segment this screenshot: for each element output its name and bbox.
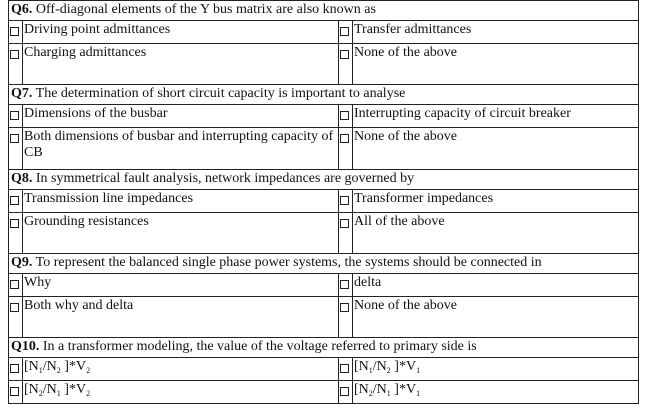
option-checkbox-cell[interactable] [9, 128, 23, 170]
option-row [9, 21, 639, 44]
option-cell [353, 297, 639, 338]
option-cell [353, 128, 639, 170]
question-cell [9, 254, 639, 274]
option-checkbox-cell[interactable] [9, 21, 23, 44]
option-row [9, 105, 639, 128]
option-checkbox-cell[interactable] [339, 105, 353, 128]
question-number: Q7. [11, 86, 33, 101]
question-table [8, 0, 639, 404]
option-row [9, 274, 639, 297]
checkbox-icon[interactable] [10, 134, 19, 143]
option-checkbox-cell[interactable] [9, 105, 23, 128]
checkbox-icon[interactable] [10, 196, 19, 205]
option-cell [23, 128, 339, 170]
option-cell [353, 213, 639, 254]
question-text: The determination of short circuit capacity is important to analyse [35, 86, 406, 101]
checkbox-icon[interactable] [10, 303, 19, 312]
option-row [9, 381, 639, 404]
option-cell [353, 21, 639, 44]
option-cell [353, 105, 639, 128]
option-label: Interrupting capacity of circuit breaker [354, 106, 571, 121]
option-row [9, 44, 639, 85]
checkbox-icon[interactable] [340, 134, 349, 143]
checkbox-icon[interactable] [10, 364, 19, 373]
checkbox-icon[interactable] [340, 280, 349, 289]
option-label: Why [24, 275, 52, 290]
checkbox-icon[interactable] [10, 27, 19, 36]
checkbox-icon[interactable] [340, 27, 349, 36]
checkbox-icon[interactable] [10, 111, 19, 120]
option-row [9, 128, 639, 170]
question-number: Q10. [11, 339, 40, 354]
option-label: Grounding resistances [24, 214, 149, 229]
option-cell [23, 190, 339, 213]
option-checkbox-cell[interactable] [339, 44, 353, 85]
option-cell [353, 44, 639, 85]
option-label: Transfer admittances [354, 22, 472, 37]
option-label: None of the above [354, 45, 458, 60]
question-number: Q8. [11, 171, 33, 186]
option-cell [23, 213, 339, 254]
option-checkbox-cell[interactable] [9, 274, 23, 297]
option-checkbox-cell[interactable] [9, 381, 23, 404]
question-cell [9, 338, 639, 358]
checkbox-icon[interactable] [10, 280, 19, 289]
option-cell [23, 381, 339, 404]
option-cell [353, 381, 639, 404]
option-checkbox-cell[interactable] [9, 358, 23, 381]
question-row [9, 85, 639, 105]
checkbox-icon[interactable] [340, 50, 349, 59]
question-cell [9, 1, 639, 21]
option-cell [353, 190, 639, 213]
option-label: Both dimensions of busbar and interrupting capacity of CB [24, 129, 334, 160]
option-cell [23, 358, 339, 381]
option-label: Both why and delta [24, 298, 134, 313]
option-label: Charging admittances [24, 45, 147, 60]
checkbox-icon[interactable] [340, 387, 349, 396]
option-label: delta [354, 275, 382, 290]
option-checkbox-cell[interactable] [9, 44, 23, 85]
question-row [9, 254, 639, 274]
option-formula: [$N_1/N_2$ ]$*V_1$ [354, 359, 421, 375]
option-label: Transformer impedances [354, 191, 494, 206]
checkbox-icon[interactable] [340, 219, 349, 228]
question-text: In symmetrical fault analysis, network impedances are governed by [35, 171, 415, 186]
checkbox-icon[interactable] [340, 303, 349, 312]
question-row [9, 1, 639, 21]
option-checkbox-cell[interactable] [339, 213, 353, 254]
option-row [9, 190, 639, 213]
question-number: Q9. [11, 255, 33, 270]
option-checkbox-cell[interactable] [339, 128, 353, 170]
option-checkbox-cell[interactable] [339, 274, 353, 297]
option-cell [23, 21, 339, 44]
option-cell [23, 44, 339, 85]
option-cell [353, 274, 639, 297]
option-checkbox-cell[interactable] [9, 213, 23, 254]
option-formula: [$N_2/N_1$ ]$*V_1$ [354, 382, 421, 398]
option-cell [23, 274, 339, 297]
option-row [9, 213, 639, 254]
option-label: Transmission line impedances [24, 191, 194, 206]
option-formula: [$N_1/N_2$ ]$*V_2$ [24, 359, 91, 375]
option-checkbox-cell[interactable] [9, 297, 23, 338]
checkbox-icon[interactable] [10, 387, 19, 396]
checkbox-icon[interactable] [340, 196, 349, 205]
checkbox-icon[interactable] [10, 50, 19, 59]
option-checkbox-cell[interactable] [339, 297, 353, 338]
checkbox-icon[interactable] [340, 364, 349, 373]
question-row [9, 170, 639, 190]
question-text: Off-diagonal elements of the Y bus matrix are also known as [35, 2, 376, 17]
option-label: Driving point admittances [24, 22, 171, 37]
option-formula: [$N_2/N_1$ ]$*V_2$ [24, 382, 91, 398]
option-checkbox-cell[interactable] [339, 21, 353, 44]
option-cell [353, 358, 639, 381]
option-cell [23, 105, 339, 128]
question-number: Q6. [11, 2, 33, 17]
question-table-body [9, 1, 639, 404]
question-cell [9, 85, 639, 105]
option-label: None of the above [354, 129, 458, 144]
option-row [9, 358, 639, 381]
checkbox-icon[interactable] [340, 111, 349, 120]
option-label: None of the above [354, 298, 458, 313]
question-row [9, 338, 639, 358]
option-cell [23, 297, 339, 338]
option-label: All of the above [354, 214, 445, 229]
option-checkbox-cell[interactable] [9, 190, 23, 213]
option-checkbox-cell[interactable] [339, 190, 353, 213]
option-checkbox-cell[interactable] [339, 358, 353, 381]
checkbox-icon[interactable] [10, 219, 19, 228]
question-text: To represent the balanced single phase power systems, the systems should be connected in [35, 255, 542, 270]
option-checkbox-cell[interactable] [339, 381, 353, 404]
question-text: In a transformer modeling, the value of the voltage referred to primary side is [42, 339, 477, 354]
question-cell [9, 170, 639, 190]
option-row [9, 297, 639, 338]
option-label: Dimensions of the busbar [24, 106, 168, 121]
